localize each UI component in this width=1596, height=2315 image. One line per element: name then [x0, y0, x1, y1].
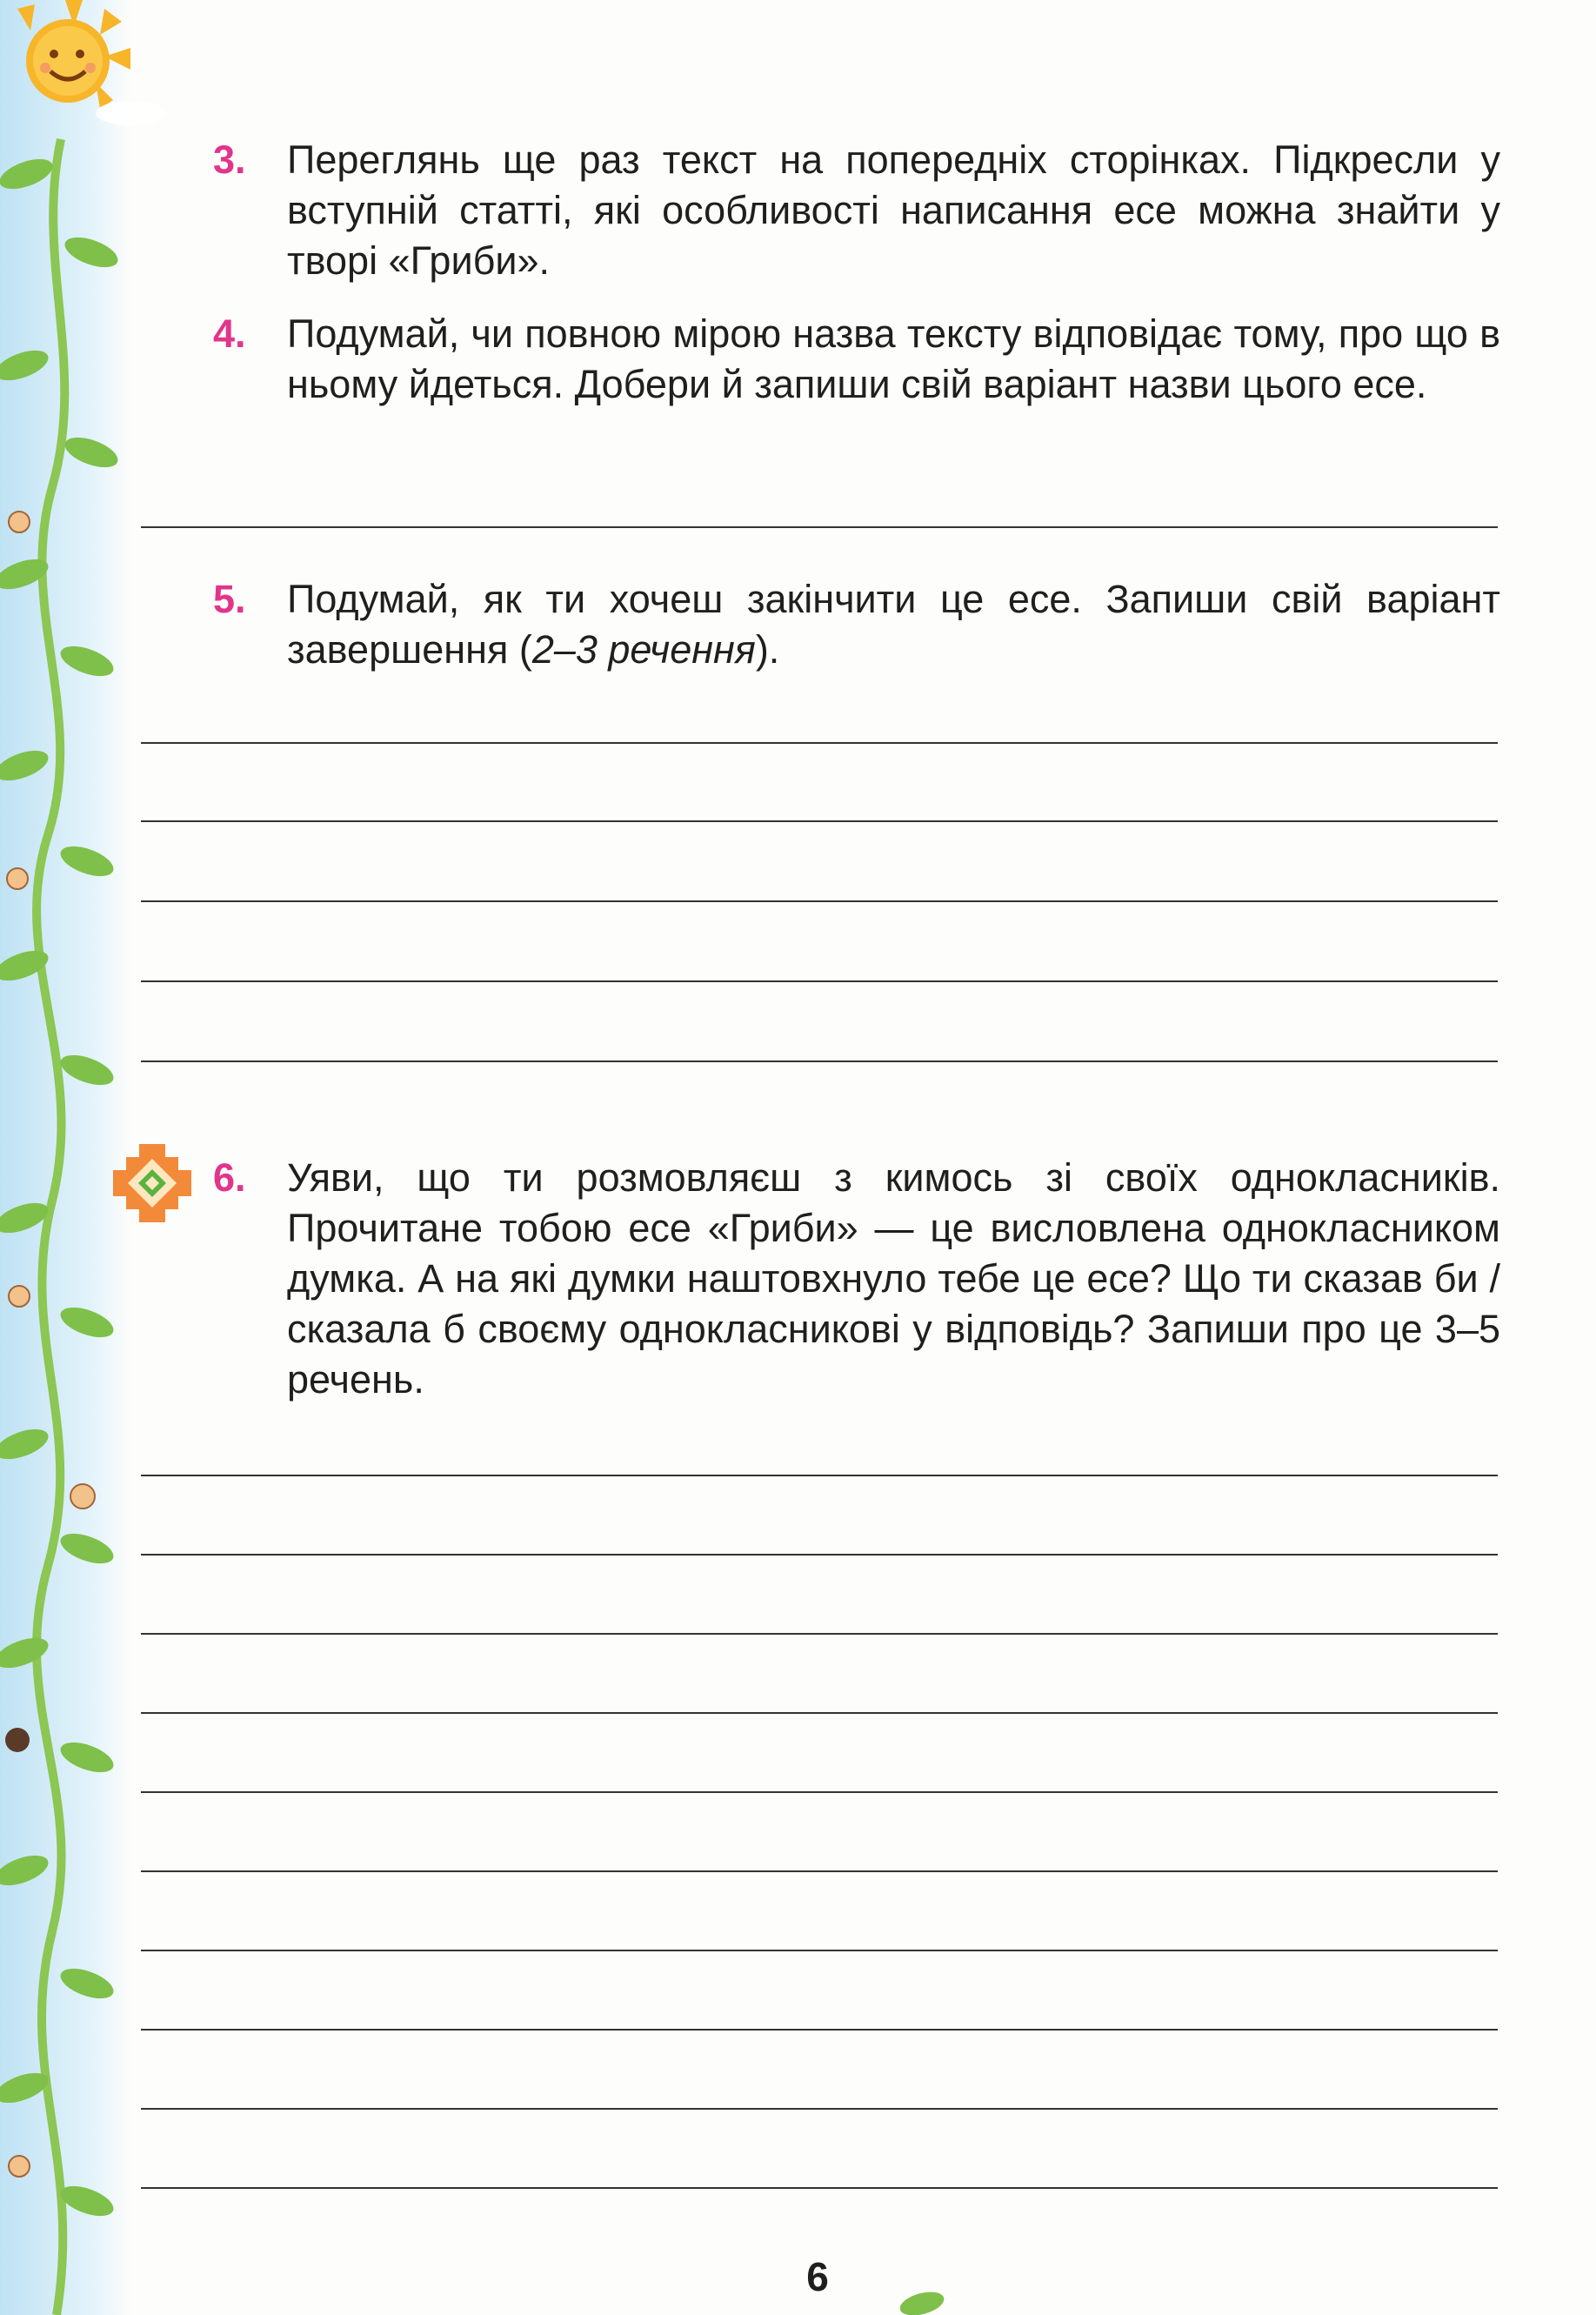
- answer-line[interactable]: [141, 980, 1498, 982]
- task-4: [213, 309, 1500, 465]
- creative-task-icon: [109, 1140, 196, 1227]
- answer-line[interactable]: [141, 1060, 1498, 1062]
- task-3: [213, 135, 1500, 291]
- answer-line[interactable]: [141, 526, 1498, 528]
- answer-line[interactable]: [141, 2187, 1498, 2189]
- task-number: 6.: [213, 1155, 246, 1200]
- answer-line[interactable]: [141, 1554, 1498, 1556]
- answer-line[interactable]: [141, 742, 1498, 744]
- answer-line[interactable]: [141, 1791, 1498, 1793]
- task-number: 5.: [213, 577, 246, 621]
- answer-line[interactable]: [141, 1475, 1498, 1476]
- task-text: Подумай, чи повною мірою назва тексту відповідає тому, про що в ньому йдеться. Добери й запиши свій варіант назви цього есе.: [287, 311, 1500, 406]
- task-text: Переглянь ще раз текст на попередніх сторінках. Підкресли у вступній статті, які особливості написання есе можна знайти у творі «Гриби».: [287, 137, 1500, 283]
- task-text-main: Подумай, як ти хочеш закінчити це есе. Запиши свій варіант завершення (: [287, 577, 1500, 672]
- answer-line[interactable]: [141, 1870, 1498, 1872]
- task-number: 3.: [213, 137, 246, 182]
- task-number: 4.: [213, 311, 246, 356]
- answer-line[interactable]: [141, 820, 1498, 822]
- answer-line[interactable]: [141, 1950, 1498, 1951]
- task-text: [287, 574, 1500, 675]
- task-text-italic: 2–3 речення: [531, 627, 756, 672]
- task-text-end: ).: [755, 627, 780, 672]
- answer-line[interactable]: [141, 1712, 1498, 1714]
- answer-line[interactable]: [141, 900, 1498, 902]
- task-text: Уяви, що ти розмовляєш з кимось зі своїх однокласників. Прочитане тобою есе «Гриби» — це висловлена однокласником думка. А на які думки наштовхнуло тебе це есе? Що ти сказав би / сказала б своєму однокласникові у відповідь? Запиши про це 3–5 речень.: [287, 1155, 1500, 1402]
- answer-line[interactable]: [141, 2108, 1498, 2110]
- answer-line[interactable]: [141, 2029, 1498, 2031]
- page-number: 6: [806, 2254, 829, 2299]
- leaf-icon: [896, 2279, 948, 2315]
- task-6: [213, 1153, 1500, 1414]
- answer-line[interactable]: [141, 1633, 1498, 1635]
- task-5: [213, 574, 1500, 679]
